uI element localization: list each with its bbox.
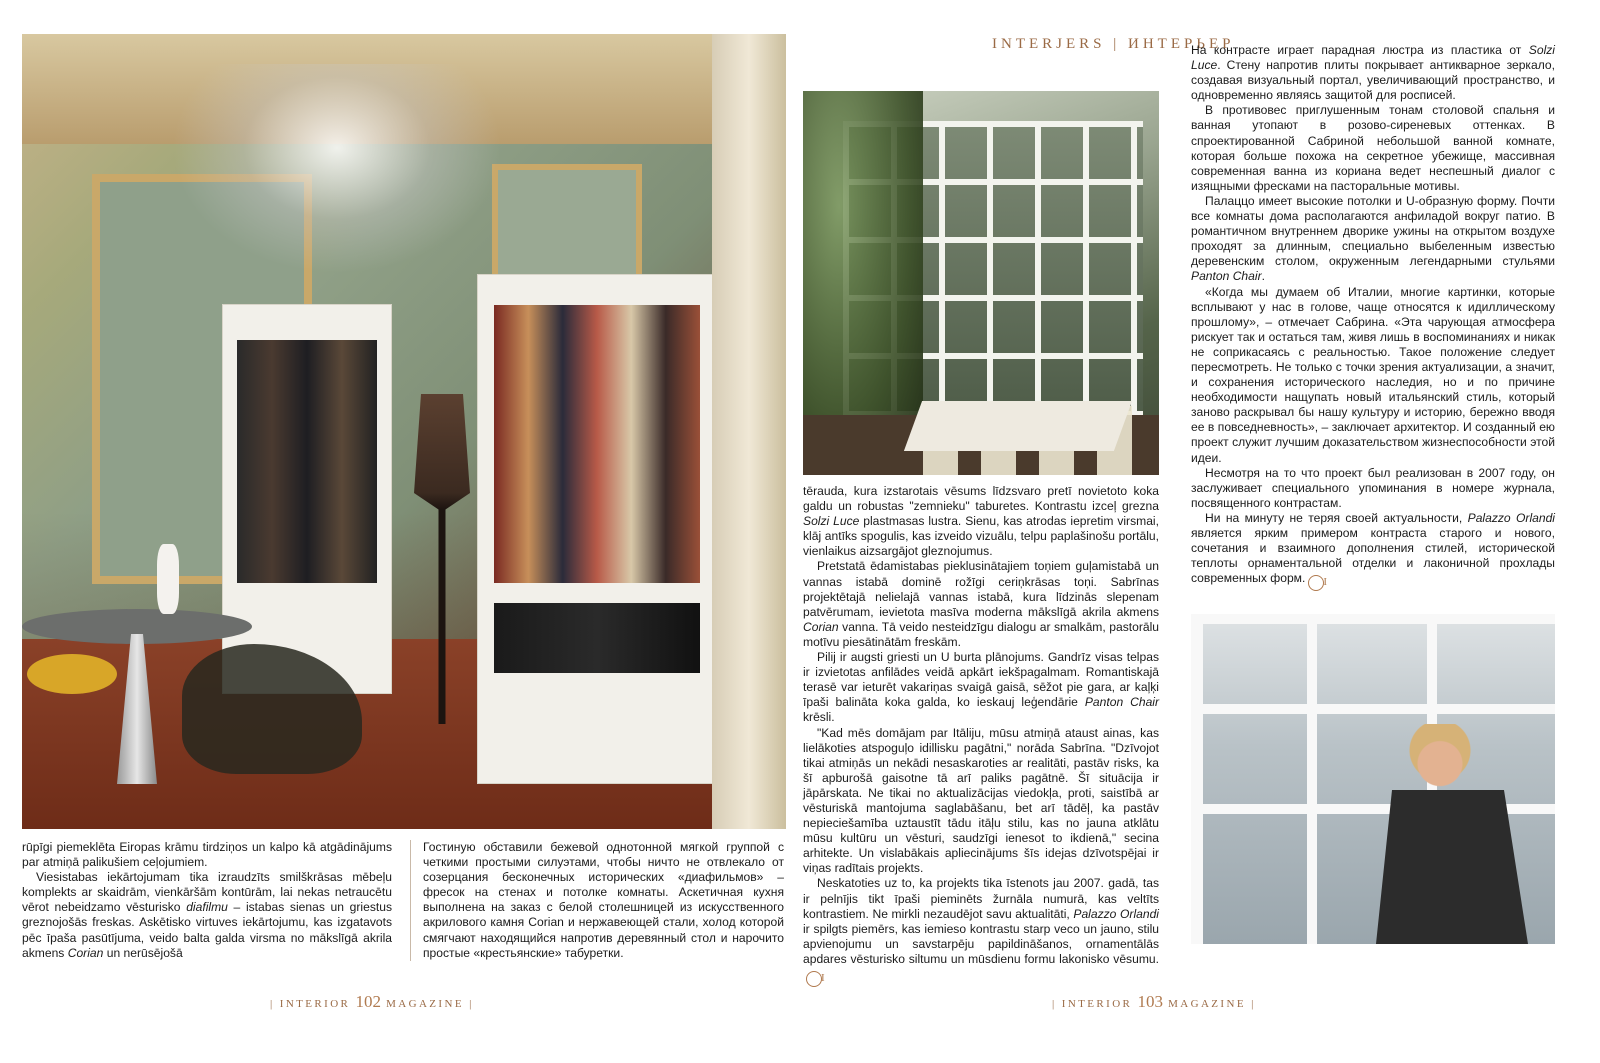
paragraph-text: Pretstatā ēdamistabas pieklusinātajiem toņiem guļamistabā un vannas istabā dominē rožīgi ceriņkrāsas toņi. Sabrīnas projektētajā nelielajā vannas istabā, kura līdzinās slepenam patvērumam, ievietota masīva moderna mākslīgā akrila akmens — [803, 559, 1159, 619]
paragraph-text: tērauda, kura izstarotais vēsums līdzsvaro pretī novietoto koka galdu un robustas "zemnieku" taburetes. Kontrastu izceļ grezna — [803, 484, 1159, 514]
paragraph — [22, 840, 392, 870]
paragraph — [803, 559, 1159, 650]
paragraph — [1191, 285, 1555, 466]
italic-term: Corian — [803, 619, 839, 634]
paragraph-text: . — [1261, 269, 1265, 284]
vase — [157, 544, 179, 614]
italic-term: Solzi Luce — [1191, 43, 1555, 73]
paragraph-text: Палаццо имеет высокие потолки и U-образную форму. Почти все комнаты дома располагаются анфиладой вокруг патио. В романтичном внутреннем дворике ужины на открытом воздухе проходят за длинным, специально выбеленным известью деревенским столом, окруженным легендарными стульями — [1191, 193, 1555, 269]
paragraph-text: «Когда мы думаем об Италии, многие картинки, которые всплывают у нас в голове, чаще относятся к идиллическому прошлому», – отмечает Сабрина. «Эта чарующая атмосфера рискует так и остаться там, живя лишь в воспоминаниях и никак не соприкасаясь с реальностью. Такое положение следует пересмотреть. Не только с точки зрения актуализации, а значит, и сохранения исторического наследия, но и по причине необходимости нащупать новый итальянский стиль, который заново раскрывал бы нашу культуру и историю, бережно вводя ее в повседневность», – заключает архитектор. И созданный ею проект служит лучшим доказательством жизнеспособности этой идеи. — [1191, 284, 1555, 465]
yellow-chair — [27, 654, 117, 694]
magazine-logo-icon: I — [806, 971, 822, 987]
paragraph-text: "Kad mēs domājam par Itāliju, mūsu atmiņā ataust ainas, kas lielākoties atspoguļo idillisku pagātni," norāda Sabrīna. "Dzīvojot tikai atmiņās un nekādi nesaskaroties ar realitāti, pastāv risks, ka šī apburošā gaisotne tā arī paliks pagātnē. Šī situācija ir jāpārskata. Ne tikai no aktualizācijas viedokļa, proti, saistībā ar vēsturiskā mantojuma saglabāšanu, bet arī tādēļ, ka pastāv nepieciešamība uztaustīt tādu itāļu stilu, kas no jauna atklātu mūsu kultūru un vēsturi, saudzīgi ienesot to ikdienā," secina arhitekte. Un vislabākais apliecinājums šīs idejas dzīvotspējai ir viņas radītais projekts. — [803, 725, 1159, 876]
paragraph-text: Pilij ir augsti griesti un U burta plānojums. Gandrīz visas telpas ir izvietotas anfilādes veidā apkārt iekšpagalmam. Romantiskajā terasē var ieturēt vakariņas svaigā gaisā, sēžot pie gara, ar kaļķi īpaši balināta koka galda, ko ieskauj leģendārie — [803, 650, 1159, 710]
paragraph-text: На контрасте играет парадная люстра из пластика от — [1191, 43, 1529, 57]
italic-term: Solzi Luce — [803, 514, 860, 529]
italic-term: diafilmu — [186, 900, 228, 915]
magazine-logo-icon: I — [1308, 575, 1324, 591]
paragraph-text: – istabas sienas un griestus greznojošās freskas. Askētisko virtuves iekārtojumu, kas izgatavots pēc īpaša pasūtījuma, veido balta galda virsma no mākslīgā akrila akmens — [22, 900, 392, 960]
paragraph — [1191, 194, 1555, 285]
paragraph-text: plastmasas lustra. Sienu, kas atrodas iepretim virsmai, klāj antīks spogulis, kas izveido vizuālu, telpu paplašinošu portālu, vienlaikus aizsargājot gleznojumus. — [803, 514, 1159, 559]
russian-text-column — [410, 840, 784, 961]
paragraph-text: krēsli. — [803, 710, 835, 725]
paragraph-text: ir spilgts piemērs, kas iemieso kontrastu starp veco un jauno, stilu apvienojumu un savstarpēju papildināšanos, ornamentālās apdares vēsturisko siltumu un mūsdienu formu lakonisko vēsumu. — [803, 921, 1159, 966]
italic-term: Panton Chair — [1191, 269, 1262, 284]
paragraph-text: Гостиную обставили бежевой однотонной мягкой группой с четкими простыми силуэтами, чтобы ничто не отвлекало от созерцания бесконечных исторических «диафильмов» – фресок на стенах и потолке комнаты. Аскетичная кухня выполнена на заказ с белой столешницей из искусственного акрилового камня Corian и нержавеющей стали, холод которой смягчают находящийся напротив деревянный стол и нарочито простые «крестьянские» табуретки. — [423, 840, 784, 960]
paragraph — [22, 870, 392, 961]
paragraph-text: rūpīgi piemeklēta Eiropas krāmu tirdziņos un kalpo kā atgādinājums par atmiņā palikušiem ceļojumiem. — [22, 840, 392, 870]
paragraph — [803, 484, 1159, 559]
hanging-clothes — [494, 305, 700, 583]
crystal-chandelier — [172, 64, 502, 274]
footer-magazine-name: MAGAZINE | — [386, 998, 474, 1010]
paragraph-text: Ни на минуту не теряя своей актуальности, — [1205, 510, 1468, 525]
footer-magazine-name: | INTERIOR — [270, 998, 351, 1010]
window-mullion — [1191, 614, 1555, 624]
paragraph-text: является ярким примером контраста старого и нового, сочетания и взаимного дополнения стилей, исторической теплоты орнаментальной отделки и лаконичной прохлады современных форм. — [1191, 526, 1555, 586]
page-number: 102 — [355, 992, 381, 1011]
paragraph — [423, 840, 784, 961]
paragraph-text: un nerūsējošā — [103, 945, 183, 960]
wall-pillar — [712, 34, 786, 829]
page-number: 103 — [1137, 992, 1163, 1011]
paragraph-text: . Стену напротив плиты покрывает антикварное зеркало, создавая визуальный портал, увеличивающий пространство, и одновременно являясь защитой для росписей. — [1191, 58, 1555, 103]
latvian-text-column — [803, 484, 1159, 987]
footer-magazine-name: MAGAZINE | — [1168, 998, 1256, 1010]
paragraph — [803, 726, 1159, 877]
italic-term: Palazzo Orlandi — [1073, 906, 1159, 921]
handbags — [494, 603, 700, 673]
paragraph — [1191, 466, 1555, 511]
section-header: INTERJERS | ИНТЕРЬЕР — [992, 36, 1235, 52]
page-footer-left — [270, 992, 474, 1012]
italic-term: Panton Chair — [1084, 695, 1160, 710]
latvian-text-column — [22, 840, 392, 961]
paragraph-text: В противовес приглушенным тонам столовой спальня и ванная утопают в розово-сиреневых оттенках. В спроектированной Сабриной небольшой ванной комнате, которая больше похожа на секретное убежище, массивная современная ванна из кориана ведет неспешный диалог с изящными фресками на пасторальные мотивы. — [1191, 103, 1555, 193]
italic-term: Corian — [67, 945, 104, 960]
wardrobe-room-photo — [22, 34, 786, 829]
russian-text-column — [1191, 43, 1555, 591]
paragraph — [1191, 511, 1555, 591]
white-dining-table — [904, 401, 1132, 451]
window-mullion — [1191, 704, 1555, 714]
architect-portrait-photo — [1191, 614, 1555, 944]
footer-magazine-name: | INTERIOR — [1052, 998, 1133, 1010]
paragraph — [1191, 43, 1555, 103]
paragraph-text: Neskatoties uz to, ka projekts tika īstenots jau 2007. gadā, tas ir pelnījis tikt īpaši pieminēts žurnāla numurā, kas veltīts kontrastiem. Ne mirkli nezaudējot savu aktualitāti, — [803, 876, 1159, 921]
white-wardrobe — [477, 274, 717, 784]
hanging-clothes — [237, 340, 377, 583]
italic-term: Palazzo Orlandi — [1467, 510, 1555, 525]
paragraph-text: Несмотря на то что проект был реализован в 2007 году, он заслуживает специального упоминания в номере журнала, посвященного контрастам. — [1191, 465, 1555, 510]
white-wardrobe — [222, 304, 392, 694]
paragraph — [803, 650, 1159, 725]
paragraph-text: Viesistabas iekārtojumam tika izraudzīts smilškrāsas mēbeļu komplekts ar skaidrām, vienkāršām kontūrām, lai nekas netraucētu vērot nebeidzamo vēsturisko — [22, 870, 392, 915]
paragraph-text: vanna. Tā veido nesteidzīgu dialogu ar smalkām, pastorālu motīvu piesātinātām freskām. — [803, 619, 1159, 649]
paragraph — [1191, 103, 1555, 194]
terrace-dining-photo — [803, 91, 1159, 475]
paragraph — [803, 876, 1159, 987]
page-footer-right — [1052, 992, 1256, 1012]
